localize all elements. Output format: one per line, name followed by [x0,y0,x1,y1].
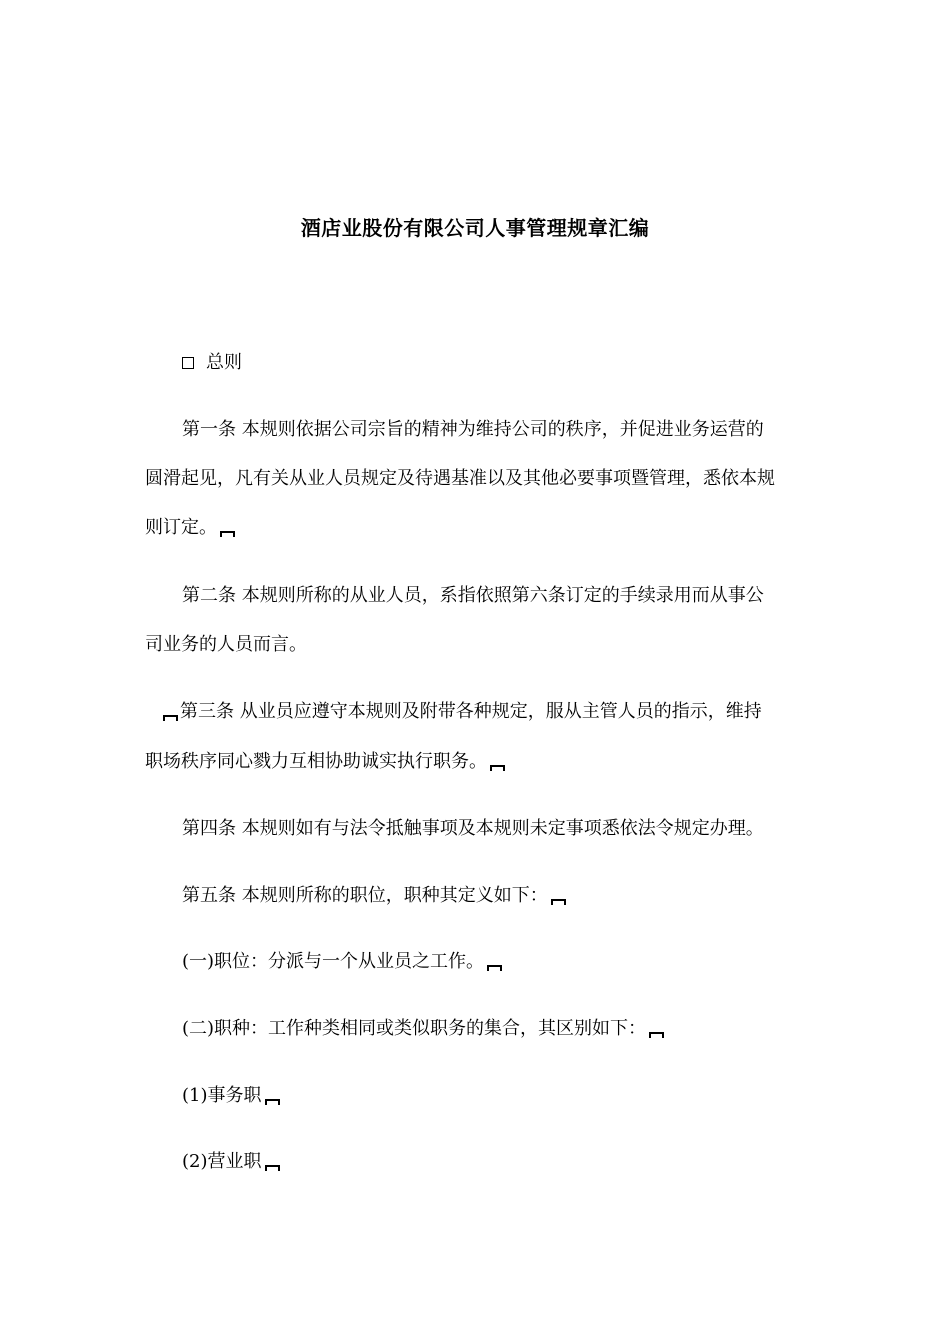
article-1-line-3-text: 则订定。 [145,517,217,538]
checkbox-icon [182,357,194,369]
article-3-line-2-text: 职场秩序同心戮力互相协助诚实执行职务。 [145,751,487,772]
section-heading-text: 总则 [206,352,242,373]
item-2 [182,1017,810,1041]
article-3-line-1 [163,700,810,724]
paragraph-mark-icon [265,1165,280,1171]
article-5-line-1 [182,884,810,908]
paragraph-mark-icon [490,765,505,771]
article-1-line-2: 圆滑起见，凡有关从业人员规定及待遇基准以及其他必要事项暨管理，悉依本规 [145,468,775,489]
section-heading [182,351,810,375]
article-1-line-3 [145,516,810,540]
item-1 [182,950,810,974]
article-1-line-1: 第一条 本规则依据公司宗旨的精神为维持公司的秩序，并促进业务运营的 [182,419,764,440]
article-3-line-1-text: 第三条 从业员应遵守本规则及附带各种规定，服从主管人员的指示，维持 [180,701,762,722]
item-2-text: (二)职种：工作种类相同或类似职务的集合，其区别如下： [182,1018,647,1039]
paragraph-mark-icon [163,715,178,721]
item-1-text: (一)职位：分派与一个从业员之工作。 [182,951,485,972]
paragraph-mark-icon [487,965,502,971]
sub-item-1-text: (1)事务职 [182,1085,262,1106]
paragraph-mark-icon [265,1099,280,1105]
paragraph-mark-icon [649,1032,664,1038]
sub-item-1 [182,1084,810,1108]
document-title: 酒店业股份有限公司人事管理规章汇编 [300,216,650,240]
paragraph-mark-icon [551,899,566,905]
sub-item-2 [182,1150,810,1174]
paragraph-mark-icon [220,531,235,537]
article-2-line-1: 第二条 本规则所称的从业人员，系指依照第六条订定的手续录用而从事公 [182,585,764,606]
article-5-line-1-text: 第五条 本规则所称的职位，职种其定义如下： [182,885,548,906]
article-2-line-2: 司业务的人员而言。 [145,634,307,655]
sub-item-2-text: (2)营业职 [182,1151,262,1172]
article-3-line-2 [145,750,810,774]
article-4-line-1: 第四条 本规则如有与法令抵触事项及本规则未定事项悉依法令规定办理。 [182,818,764,839]
